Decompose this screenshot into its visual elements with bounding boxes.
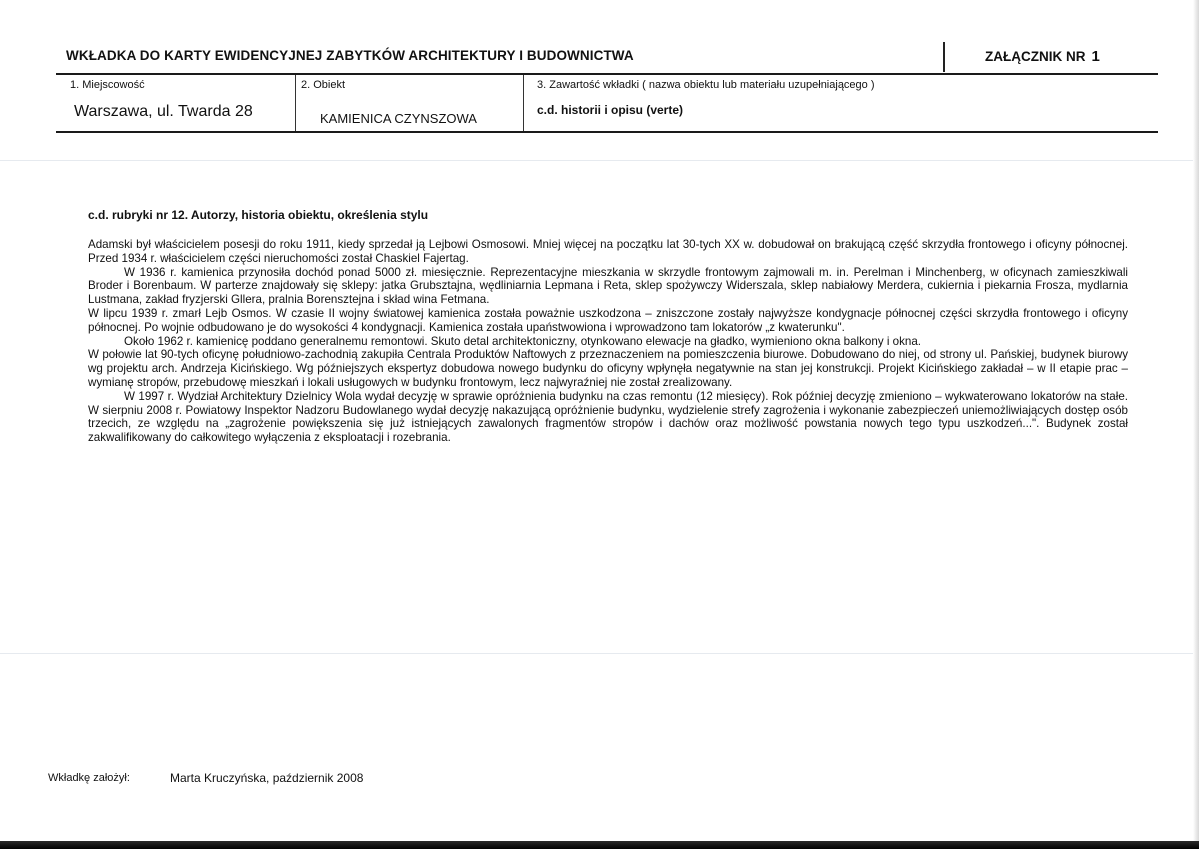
history-text	[88, 238, 1128, 445]
scan-edge-right	[1193, 0, 1199, 849]
section-heading: c.d. rubryki nr 12. Autorzy, historia obiektu, określenia stylu	[88, 208, 429, 222]
annex-number: 1	[1091, 48, 1100, 65]
history-paragraph: W 1997 r. Wydział Architektury Dzielnicy Wola wydał decyzję w sprawie opróżnienia budynku na czas remontu (12 miesięcy). Rok później decyzję zmieniono – wykwaterowano lokatorów na stałe. W sierpniu 2008 r. Powiatowy Inspektor Nadzoru Budowlanego wydał decyzję nakazującą opróżnienie budynku, wydzielenie strefy zagrożenia i wykonanie zabezpieczeń uniemożliwiających dostęp osób trzecich, ze względu na „zagrożenie powiększenia się już istniejących zawalonych fragmentów stropów i dachów oraz możliwość powstania nowych tego typu uszkodzeń...". Budynek został zakwalifikowany do całkowitego wyłączenia z eksploatacji i rozebrania.	[88, 389, 1128, 445]
history-paragraph: W 1936 r. kamienica przynosiła dochód ponad 5000 zł. miesięcznie. Reprezentacyjne mieszkania w skrzydle frontowym zajmowali m. in. Perelman i Minchenberg, w oficynach zamieszkiwali Broder i Borenbaum. W parterze znajdowały się sklepy: jatka Grubsztajna, wędliniarnia Lepmana i Reta, sklep spożywczy Widerszala, sklep nabiałowy Merdera, cukiernia i piekarnia Frosza, mydlarnia Lustmana, zakład fryzjerski Gllera, pralnia Borensztejna i skład wina Fetmana.	[88, 265, 1128, 307]
field-value-object: KAMIENICA CZYNSZOWA	[320, 111, 477, 126]
document-title: WKŁADKA DO KARTY EWIDENCYJNEJ ZABYTKÓW ARCHITEKTURY I BUDOWNICTWA	[66, 48, 634, 63]
field-label-object: 2. Obiekt	[301, 79, 346, 91]
title-divider	[943, 42, 945, 72]
column-divider	[295, 75, 296, 131]
field-value-content: c.d. historii i opisu (verte)	[537, 103, 684, 117]
history-paragraph: W połowie lat 90-tych oficynę południowo-zachodnią zakupiła Centrala Produktów Naftowych z przeznaczeniem na pomieszczenia biurowe. Dobudowano do niej, od strony ul. Pańskiej, budynek biurowy wg projektu arch. Andrzeja Kicińskiego. Wg późniejszych ekspertyz dobudowa nowego budynku do oficyny wpłynęła negatywnie na stan jej konstrukcji. Projekt Kicińskiego zakładał – w II etapie prac – wymianę stropów, przebudowę mieszkań i lokali usługowych w budynku frontowym, lecz najwyraźniej nie został zrealizowany.	[88, 348, 1128, 389]
scan-band	[0, 160, 1199, 161]
field-label-place: 1. Miejscowość	[70, 79, 145, 91]
annex-label-text: ZAŁĄCZNIK NR	[985, 49, 1086, 64]
scan-band	[0, 653, 1199, 654]
author-label: Wkładkę założył:	[48, 772, 130, 784]
header-rule-bottom	[56, 131, 1158, 133]
author-value: Marta Kruczyńska, październik 2008	[170, 771, 364, 785]
column-divider	[523, 75, 524, 131]
history-paragraph: W lipcu 1939 r. zmarł Lejb Osmos. W czasie II wojny światowej kamienica została poważnie uszkodzona – zniszczone zostały najwyższe kondygnacje północnej części skrzydła frontowego i oficyny północnej. Po wojnie odbudowano je do wysokości 4 kondygnacji. Kamienica została upaństwowiona i wprowadzono tam lokatorów „z kwaterunku".	[88, 306, 1128, 334]
scan-edge-bottom	[0, 841, 1199, 849]
header-rule-top	[56, 73, 1158, 75]
history-paragraph: Adamski był właścicielem posesji do roku 1911, kiedy sprzedał ją Lejbowi Osmosowi. Mniej więcej na początku lat 30-tych XX w. dobudował on brakującą część skrzydła frontowego i oficyny północnej. Przed 1934 r. właścicielem części nieruchomości został Chaskiel Fajertag.	[88, 238, 1128, 265]
field-label-content: 3. Zawartość wkładki ( nazwa obiektu lub materiału uzupełniającego )	[537, 79, 875, 91]
annex-label	[985, 48, 1100, 65]
history-paragraph: Około 1962 r. kamienicę poddano generalnemu remontowi. Skuto detal architektoniczny, otynkowano elewacje na gładko, wymieniono okna balkony i okna.	[124, 334, 922, 348]
field-value-place: Warszawa, ul. Twarda 28	[74, 103, 253, 120]
